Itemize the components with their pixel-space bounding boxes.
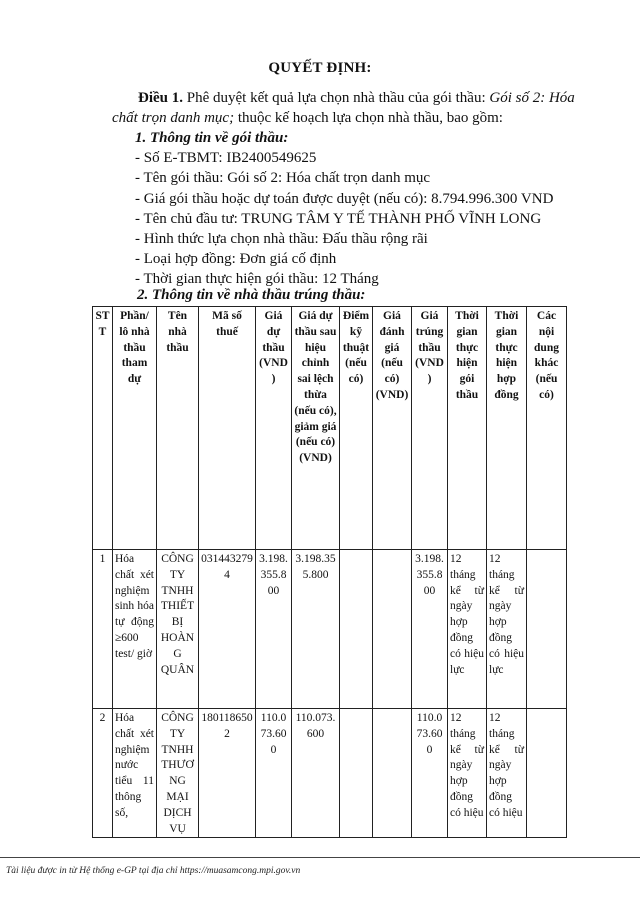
table-header-row bbox=[93, 307, 567, 550]
cell-tax-code: 1801186502 bbox=[199, 709, 256, 838]
package-name-italic: Gói số 2: Hóa chất trọn danh mục; bbox=[112, 90, 575, 126]
info-line-duration: - Thời gian thực hiện gói thầu: 12 Tháng bbox=[135, 271, 379, 288]
cell-award-price: 3.198.355.800 bbox=[412, 550, 448, 709]
header-award-price: Giá trúng thầu (VND) bbox=[412, 307, 448, 550]
cell-tech-score bbox=[340, 709, 373, 838]
section-1-heading: 1. Thông tin về gói thầu: bbox=[135, 130, 289, 146]
cell-bid-price: 110.073.600 bbox=[256, 709, 292, 838]
header-bid-price: Giá dự thầu (VND) bbox=[256, 307, 292, 550]
document-title: QUYẾT ĐỊNH: bbox=[268, 60, 372, 76]
info-line-selection-method: - Hình thức lựa chọn nhà thầu: Đấu thầu rộng rãi bbox=[135, 231, 428, 248]
info-line-package-price: - Giá gói thầu hoặc dự toán được duyệt (nếu có): 8.794.996.300 VND bbox=[135, 190, 554, 207]
info-line-investor: - Tên chủ đầu tư: TRUNG TÂM Y TẾ THÀNH PHỐ VĨNH LONG bbox=[135, 210, 542, 227]
article-label: Điều 1. bbox=[138, 90, 183, 106]
cell-contractor: CÔNG TY TNHH THƯƠNG MẠI DỊCH VỤ bbox=[157, 709, 199, 838]
cell-contract-time: 12 tháng kể từ ngày hợp đồng có hiệu bbox=[487, 709, 527, 838]
cell-eval-price bbox=[373, 550, 412, 709]
cell-stt: 1 bbox=[93, 550, 113, 709]
header-eval-price: Giá đánh giá (nếu có) (VND) bbox=[373, 307, 412, 550]
header-lot: Phần/ lô nhà thầu tham dự bbox=[113, 307, 157, 550]
header-package-time: Thời gian thực hiện gói thầu bbox=[448, 307, 487, 550]
print-source-footer: Tài liệu được in từ Hệ thống e-GP tại địa chỉ https://muasamcong.mpi.gov.vn bbox=[6, 866, 301, 876]
header-stt: STT bbox=[93, 307, 113, 550]
cell-tech-score bbox=[340, 550, 373, 709]
cell-adjusted-price: 3.198.355.800 bbox=[292, 550, 340, 709]
header-contractor: Tên nhà thầu bbox=[157, 307, 199, 550]
cell-bid-price: 3.198.355.800 bbox=[256, 550, 292, 709]
cell-other bbox=[527, 709, 567, 838]
section-2-heading: 2. Thông tin về nhà thầu trúng thầu: bbox=[137, 287, 366, 303]
winning-contractors-table bbox=[92, 306, 567, 838]
header-tax-code: Mã số thuế bbox=[199, 307, 256, 550]
article-text-a: Phê duyệt kết quả lựa chọn nhà thầu của gói thầu: bbox=[183, 90, 490, 106]
cell-tax-code: 0314432794 bbox=[199, 550, 256, 709]
section-1 bbox=[135, 128, 605, 290]
info-line-package-name: - Tên gói thầu: Gói số 2: Hóa chất trọn danh mục bbox=[135, 170, 431, 187]
cell-eval-price bbox=[373, 709, 412, 838]
article-text-b: thuộc kế hoạch lựa chọn nhà thầu, bao gồm: bbox=[234, 110, 503, 126]
cell-stt: 2 bbox=[93, 709, 113, 838]
cell-contract-time: 12 tháng kể từ ngày hợp đồng có hiệu lực bbox=[487, 550, 527, 709]
cell-award-price: 110.073.600 bbox=[412, 709, 448, 838]
header-contract-time: Thời gian thực hiện hợp đồng bbox=[487, 307, 527, 550]
cell-other bbox=[527, 550, 567, 709]
footer-divider bbox=[0, 857, 640, 858]
cell-contractor: CÔNG TY TNHH THIẾT BỊ HOÀNG QUÂN bbox=[157, 550, 199, 709]
table-row bbox=[93, 550, 567, 709]
header-adjusted-price: Giá dự thầu sau hiệu chỉnh sai lệch thừa (nếu có), giảm giá (nếu có) (VND) bbox=[292, 307, 340, 550]
cell-lot: Hóa chất xét nghiệm sinh hóa tự động ≥600 test/ giờ bbox=[113, 550, 157, 709]
header-other: Các nội dung khác (nếu có) bbox=[527, 307, 567, 550]
article-1-paragraph bbox=[112, 88, 590, 128]
header-tech-score: Điểm kỹ thuật (nếu có) bbox=[340, 307, 373, 550]
cell-adjusted-price: 110.073.600 bbox=[292, 709, 340, 838]
cell-package-time: 12 tháng kể từ ngày hợp đồng có hiệu lực bbox=[448, 550, 487, 709]
table-row bbox=[93, 709, 567, 838]
cell-package-time: 12 tháng kể từ ngày hợp đồng có hiệu bbox=[448, 709, 487, 838]
info-line-contract-type: - Loại hợp đồng: Đơn giá cố định bbox=[135, 251, 337, 268]
cell-lot: Hóa chất xét nghiệm nước tiểu 11 thông số, bbox=[113, 709, 157, 838]
info-line-tbmt: - Số E-TBMT: IB2400549625 bbox=[135, 150, 317, 167]
